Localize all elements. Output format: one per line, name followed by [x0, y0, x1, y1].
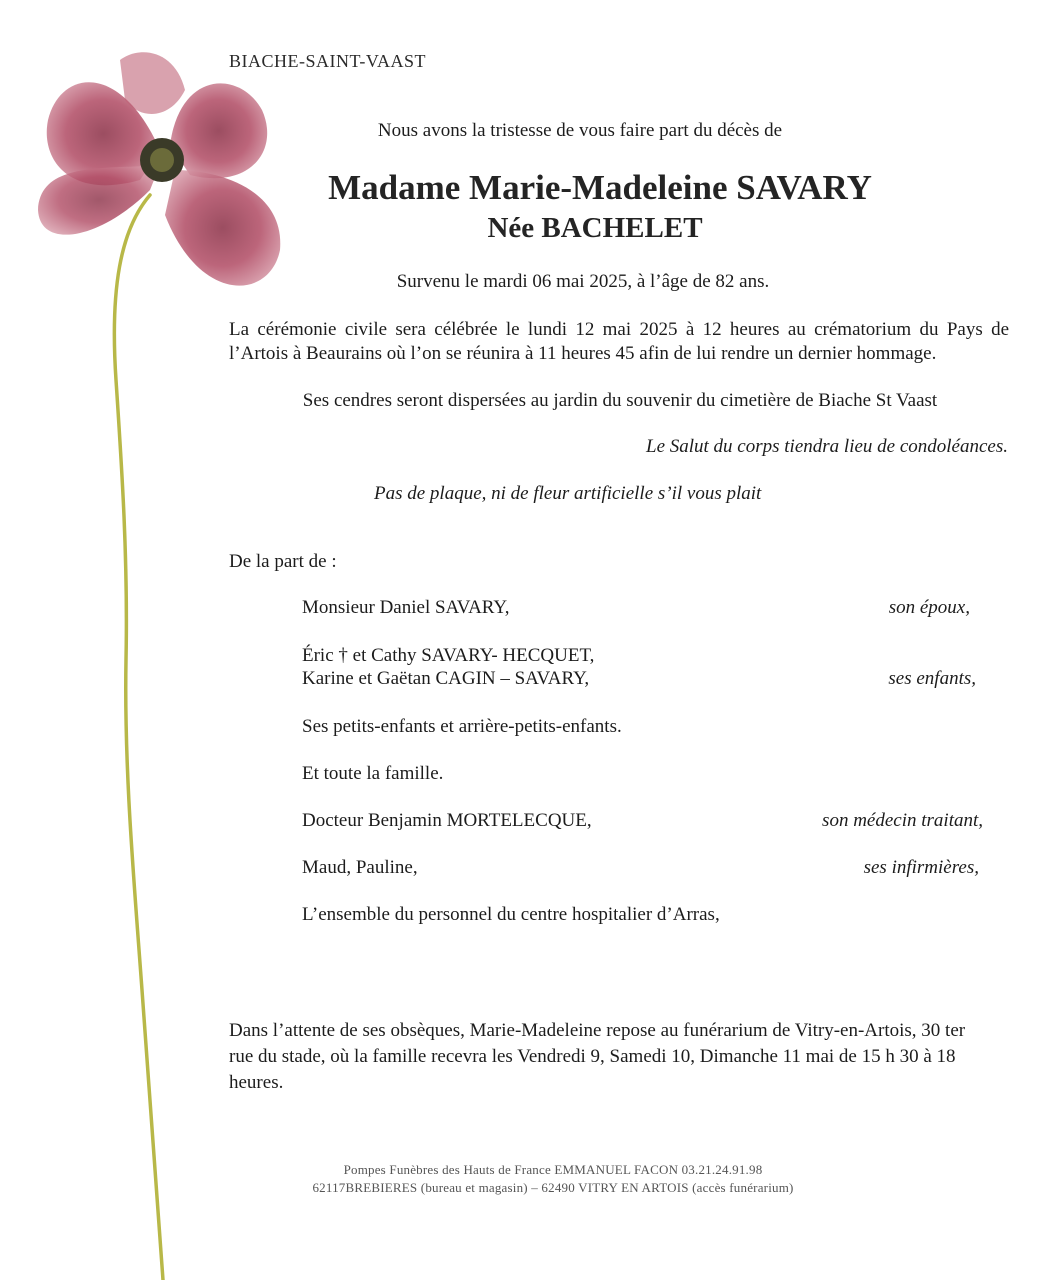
deceased-name: Madame Marie-Madeleine SAVARY [328, 168, 872, 207]
relation-spouse: son époux, [888, 597, 970, 618]
family-member-doctor: Docteur Benjamin MORTELECQUE, [302, 810, 592, 831]
ashes-text: Ses cendres seront dispersées au jardin du souvenir du cimetière de Biache St Vaast [302, 390, 938, 411]
intro-text: Nous avons la tristesse de vous faire part du décès de [377, 120, 783, 141]
stem [114, 195, 163, 1280]
family-member-spouse: Monsieur Daniel SAVARY, [302, 597, 510, 618]
maiden-name: Née BACHELET [487, 212, 703, 244]
condolences-text: Le Salut du corps tiendra lieu de condoléances. [646, 436, 1008, 457]
no-flowers-text: Pas de plaque, ni de fleur artificielle s’il vous plait [374, 483, 762, 504]
town-name: BIACHE-SAINT-VAAST [229, 51, 427, 71]
ceremony-paragraph: La cérémonie civile sera célébrée le lundi 12 mai 2025 à 12 heures au crématorium du Pays de l’Artois à Beaurains où l’on se réunira à 11 heures 45 afin de lui rendre un dernier hommage. [229, 319, 1009, 364]
death-date: Survenu le mardi 06 mai 2025, à l’âge de 82 ans. [396, 271, 770, 292]
family-member-grandchildren: Ses petits-enfants et arrière-petits-enfants. [302, 716, 622, 737]
petal [120, 52, 185, 114]
relation-doctor: son médecin traitant, [822, 810, 983, 831]
relation-nurses: ses infirmières, [863, 857, 979, 878]
family-member-nurses: Maud, Pauline, [302, 857, 418, 878]
from-label: De la part de : [229, 551, 337, 572]
footer-line-1: Pompes Funèbres des Hauts de France EMMANUEL FACON 03.21.24.91.98 [343, 1162, 763, 1177]
family-member-hospital-staff: L’ensemble du personnel du centre hospitalier d’Arras, [302, 904, 720, 925]
family-member-children-2: Karine et Gaëtan CAGIN – SAVARY, [302, 668, 590, 689]
closing-paragraph: Dans l’attente de ses obsèques, Marie-Madeleine repose au funérarium de Vitry-en-Artois, 30 ter rue du stade, où la famille recevra les Vendredi 9, Samedi 10, Dimanche 11 mai de 15 h 30 à 18 heures. [229, 1020, 966, 1093]
family-member-all: Et toute la famille. [302, 763, 444, 784]
relation-children: ses enfants, [888, 668, 976, 689]
footer-line-2: 62117BREBIERES (bureau et magasin) – 62490 VITRY EN ARTOIS (accès funérarium) [312, 1180, 794, 1195]
family-member-children-1: Éric † et Cathy SAVARY- HECQUET, [302, 645, 595, 666]
